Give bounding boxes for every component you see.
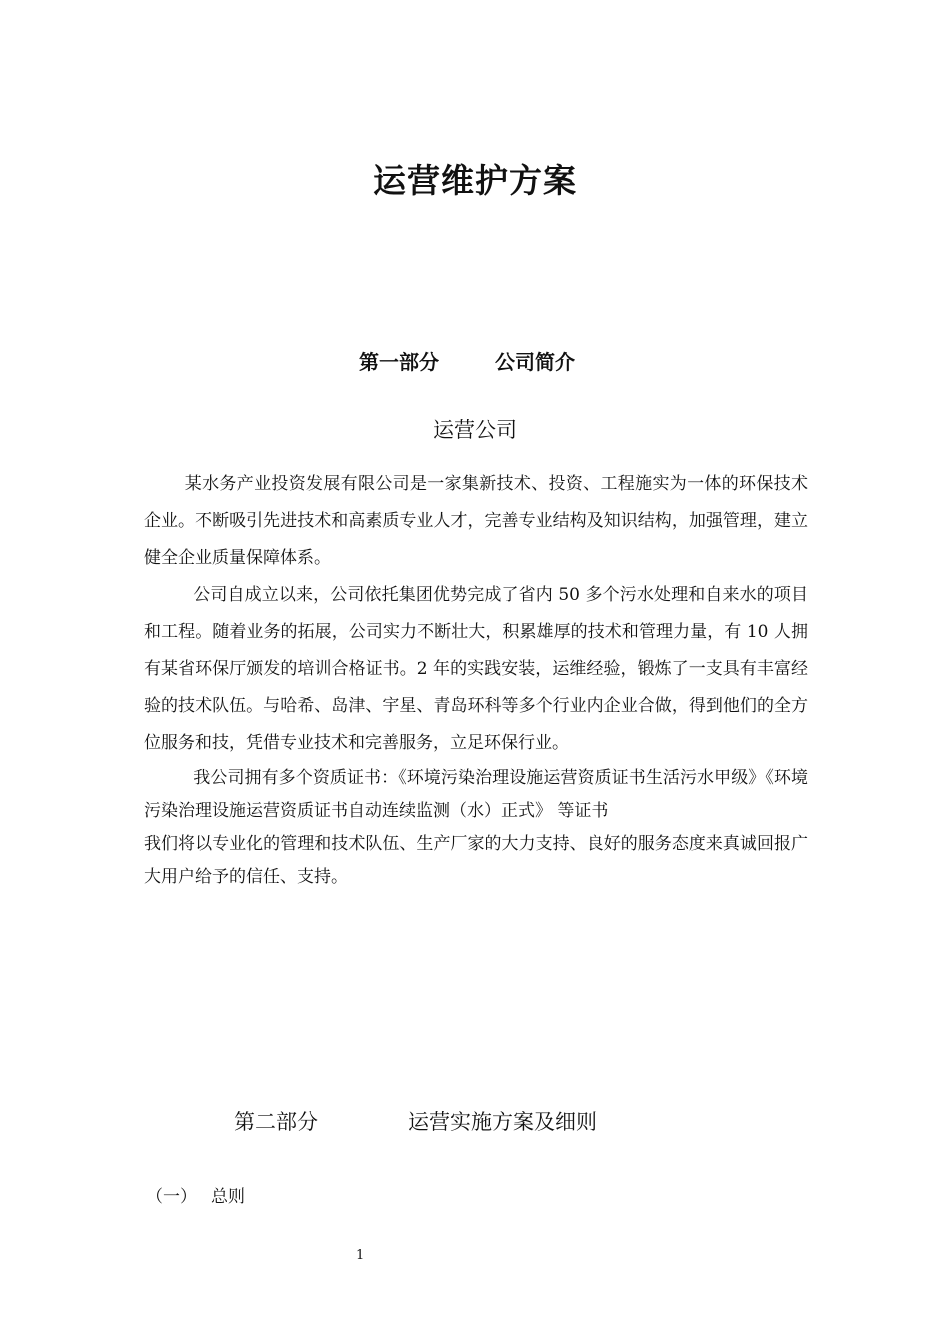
section-number: （一） <box>146 1187 197 1207</box>
part1-title: 公司简介 <box>495 350 575 374</box>
section-title: 总则 <box>211 1187 245 1207</box>
paragraph-certificates: 我公司拥有多个资质证书：《环境污染治理设施运营资质证书生活污水甲级》《环境污染治理设施运营资质证书自动连续监测（水）正式》 等证书 <box>144 768 808 821</box>
page-number: 1 <box>356 1248 365 1263</box>
paragraph-commitment: 我们将以专业化的管理和技术队伍、生产厂家的大力支持、良好的服务态度来真诚回报广大用户给予的信任、支持。 <box>144 834 808 887</box>
paragraph-company-history: 公司自成立以来，公司依托集团优势完成了省内 50 多个污水处理和自来水的项目和工程。随着业务的拓展，公司实力不断壮大，积累雄厚的技术和管理力量，有 10 人拥有某省环保厅颁发的培训合格证书。2 年的实践安装，运维经验，锻炼了一支具有丰富经验的技术队伍。与哈希、岛津、宇星、青岛环科等多个行业内企业合做，得到他们的全方位服务和技，凭借专业技术和完善服务，立足环保行业。 <box>144 585 808 753</box>
paragraph-company-overview: 某水务产业投资发展有限公司是一家集新技术、投资、工程施实为一体的环保技术企业。不断吸引先进技术和高素质专业人才，完善专业结构及知识结构，加强管理，建立健全企业质量保障体系。 <box>144 474 808 568</box>
part1-heading <box>359 346 575 375</box>
part2-heading <box>234 1106 597 1136</box>
company-intro-body <box>144 466 808 894</box>
part2-label: 第二部分 <box>234 1110 318 1134</box>
section-general-heading <box>146 1182 245 1207</box>
document-title: 运营维护方案 <box>373 161 577 200</box>
part1-label: 第一部分 <box>359 350 439 374</box>
company-subheading: 运营公司 <box>433 418 517 442</box>
part2-title: 运营实施方案及细则 <box>408 1110 597 1134</box>
